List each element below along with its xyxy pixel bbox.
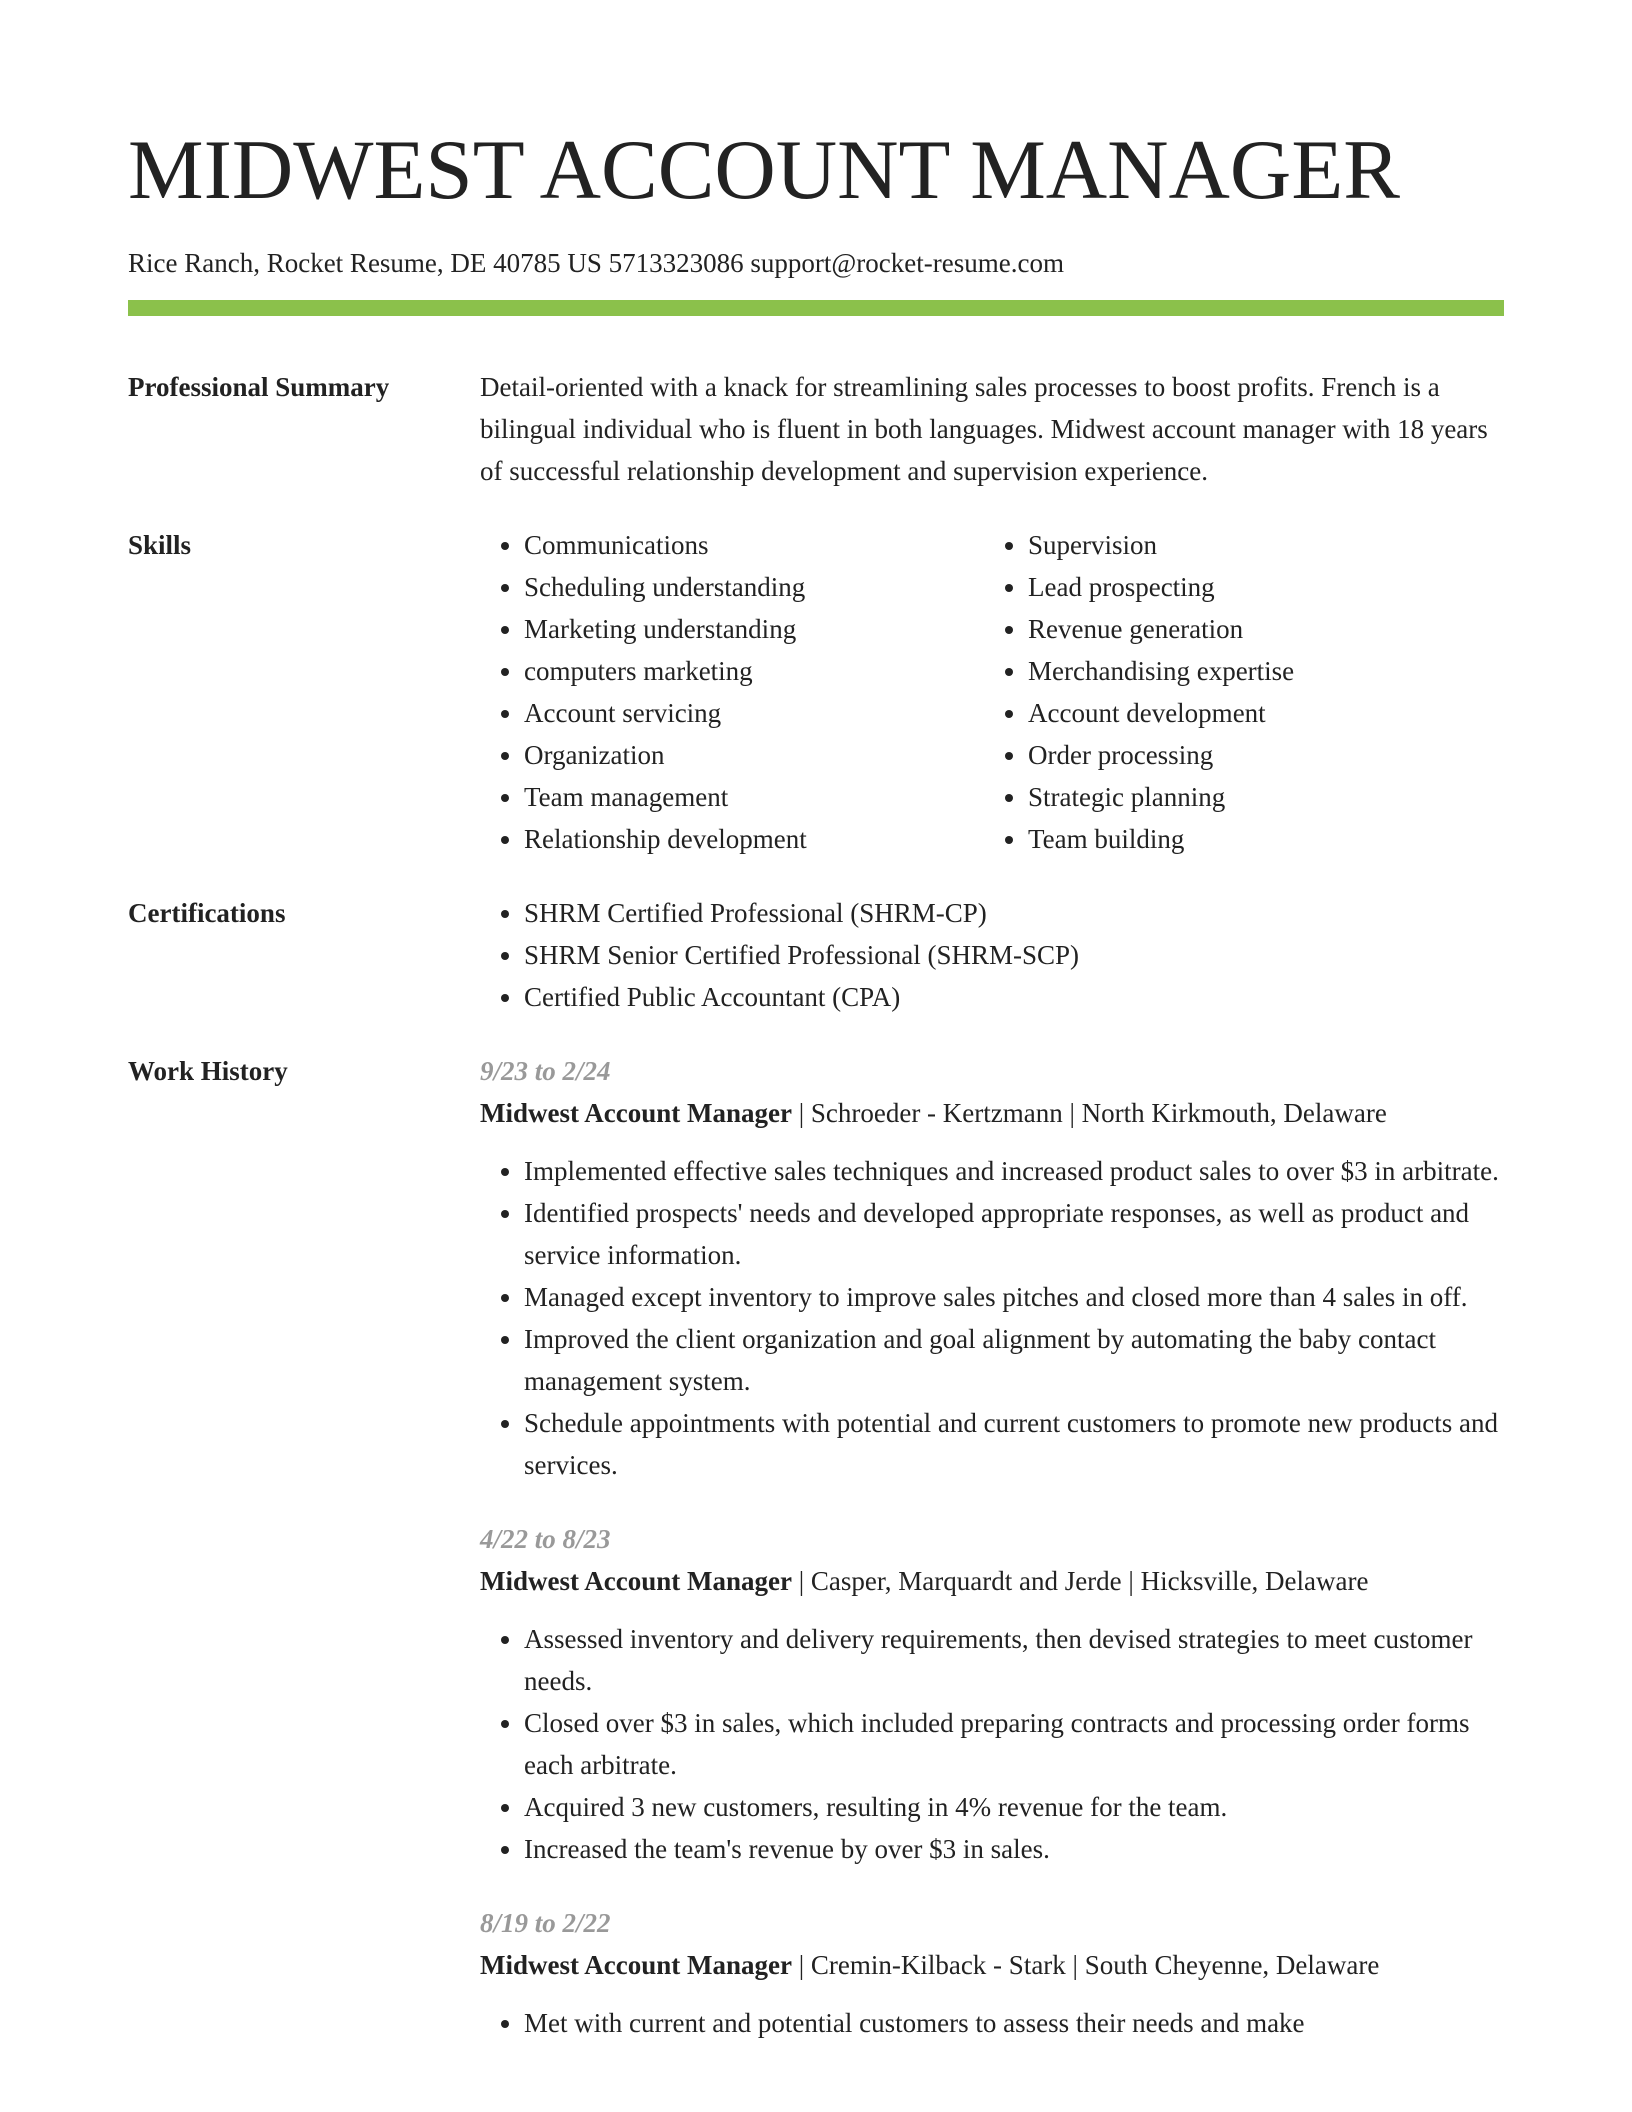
job-details: | Schroeder - Kertzmann | North Kirkmouth, Delaware xyxy=(791,1098,1387,1128)
job-bullet: • Managed except inventory to improve sales pitches and closed more than 4 sales in off. xyxy=(524,1276,1504,1318)
skill-item: • Order processing xyxy=(1028,734,1488,776)
summary-text: Detail-oriented with a knack for streamlining sales processes to boost profits. French is a bilingual individual who is fluent in both languages. Midwest account manager with 18 years of successful relationship development and supervision experience. xyxy=(480,372,1488,486)
job-bullets xyxy=(480,1618,1504,1870)
certification-item: • SHRM Senior Certified Professional (SHRM-SCP) xyxy=(524,934,1504,976)
skill-item: • Scheduling understanding xyxy=(524,566,984,608)
job-bullet: • Closed over $3 in sales, which included preparing contracts and processing order forms each arbitrate. xyxy=(524,1702,1504,1786)
job-entry xyxy=(480,1518,1504,1870)
resume-page xyxy=(128,0,1504,2076)
skill-item: • Merchandising expertise xyxy=(1028,650,1488,692)
job-role: Midwest Account Manager xyxy=(480,1950,792,1980)
skill-item: • Account development xyxy=(1028,692,1488,734)
summary-section xyxy=(128,366,1504,492)
skill-item: • Communications xyxy=(524,524,984,566)
skill-item: • Revenue generation xyxy=(1028,608,1488,650)
resume-name-heading: MIDWEST ACCOUNT MANAGER xyxy=(128,123,1400,217)
job-role: Midwest Account Manager xyxy=(480,1566,792,1596)
work-history-label: Work History xyxy=(128,1056,288,1086)
job-title-line xyxy=(480,1944,1504,1986)
work-history-section xyxy=(128,1050,1504,2076)
certification-item: • SHRM Certified Professional (SHRM-CP) xyxy=(524,892,1504,934)
job-details: | Casper, Marquardt and Jerde | Hicksville, Delaware xyxy=(791,1566,1369,1596)
skill-item: • Supervision xyxy=(1028,524,1488,566)
skills-label: Skills xyxy=(128,530,192,560)
certifications-label: Certifications xyxy=(128,898,286,928)
skills-column-1 xyxy=(480,524,984,860)
job-details: | Cremin-Kilback - Stark | South Cheyenne, Delaware xyxy=(791,1950,1380,1980)
certification-item: • Certified Public Accountant (CPA) xyxy=(524,976,1504,1018)
certifications-section xyxy=(128,892,1504,1018)
job-bullet: • Improved the client organization and goal alignment by automating the baby contact management system. xyxy=(524,1318,1504,1402)
job-bullet: • Implemented effective sales techniques and increased product sales to over $3 in arbitrate. xyxy=(524,1150,1504,1192)
skills-grid xyxy=(480,524,1504,860)
job-bullets xyxy=(480,1150,1504,1486)
job-date: 8/19 to 2/22 xyxy=(480,1908,611,1938)
skills-column-2 xyxy=(984,524,1488,860)
skill-item: • Team management xyxy=(524,776,984,818)
skills-list-1 xyxy=(480,524,984,860)
work-history-body xyxy=(480,1050,1504,2076)
skill-item: • Account servicing xyxy=(524,692,984,734)
skills-list-2 xyxy=(984,524,1488,860)
skill-item: • Strategic planning xyxy=(1028,776,1488,818)
skill-item: • Lead prospecting xyxy=(1028,566,1488,608)
skill-item: • Team building xyxy=(1028,818,1488,860)
skills-section xyxy=(128,524,1504,860)
accent-divider xyxy=(128,300,1504,316)
job-title-line xyxy=(480,1560,1504,1602)
certifications-list xyxy=(480,892,1504,1018)
job-bullet: • Met with current and potential customers to assess their needs and make xyxy=(524,2002,1504,2044)
contact-line: Rice Ranch, Rocket Resume, DE 40785 US 5713323086 support@rocket-resume.com xyxy=(128,248,1064,278)
job-entry xyxy=(480,1050,1504,1486)
job-bullet: • Identified prospects' needs and developed appropriate responses, as well as product and service information. xyxy=(524,1192,1504,1276)
summary-label: Professional Summary xyxy=(128,372,390,402)
skill-item: • Relationship development xyxy=(524,818,984,860)
certifications-body xyxy=(480,892,1504,1018)
job-date: 9/23 to 2/24 xyxy=(480,1056,611,1086)
job-bullet: • Assessed inventory and delivery requirements, then devised strategies to meet customer needs. xyxy=(524,1618,1504,1702)
skill-item: • Organization xyxy=(524,734,984,776)
job-bullets xyxy=(480,2002,1504,2044)
job-bullet: • Acquired 3 new customers, resulting in 4% revenue for the team. xyxy=(524,1786,1504,1828)
skill-item: • Marketing understanding xyxy=(524,608,984,650)
skill-item: • computers marketing xyxy=(524,650,984,692)
job-title-line xyxy=(480,1092,1504,1134)
job-bullet: • Increased the team's revenue by over $3 in sales. xyxy=(524,1828,1504,1870)
job-role: Midwest Account Manager xyxy=(480,1098,792,1128)
job-date: 4/22 to 8/23 xyxy=(480,1524,611,1554)
job-bullet: • Schedule appointments with potential and current customers to promote new products and services. xyxy=(524,1402,1504,1486)
job-entry xyxy=(480,1902,1504,2044)
